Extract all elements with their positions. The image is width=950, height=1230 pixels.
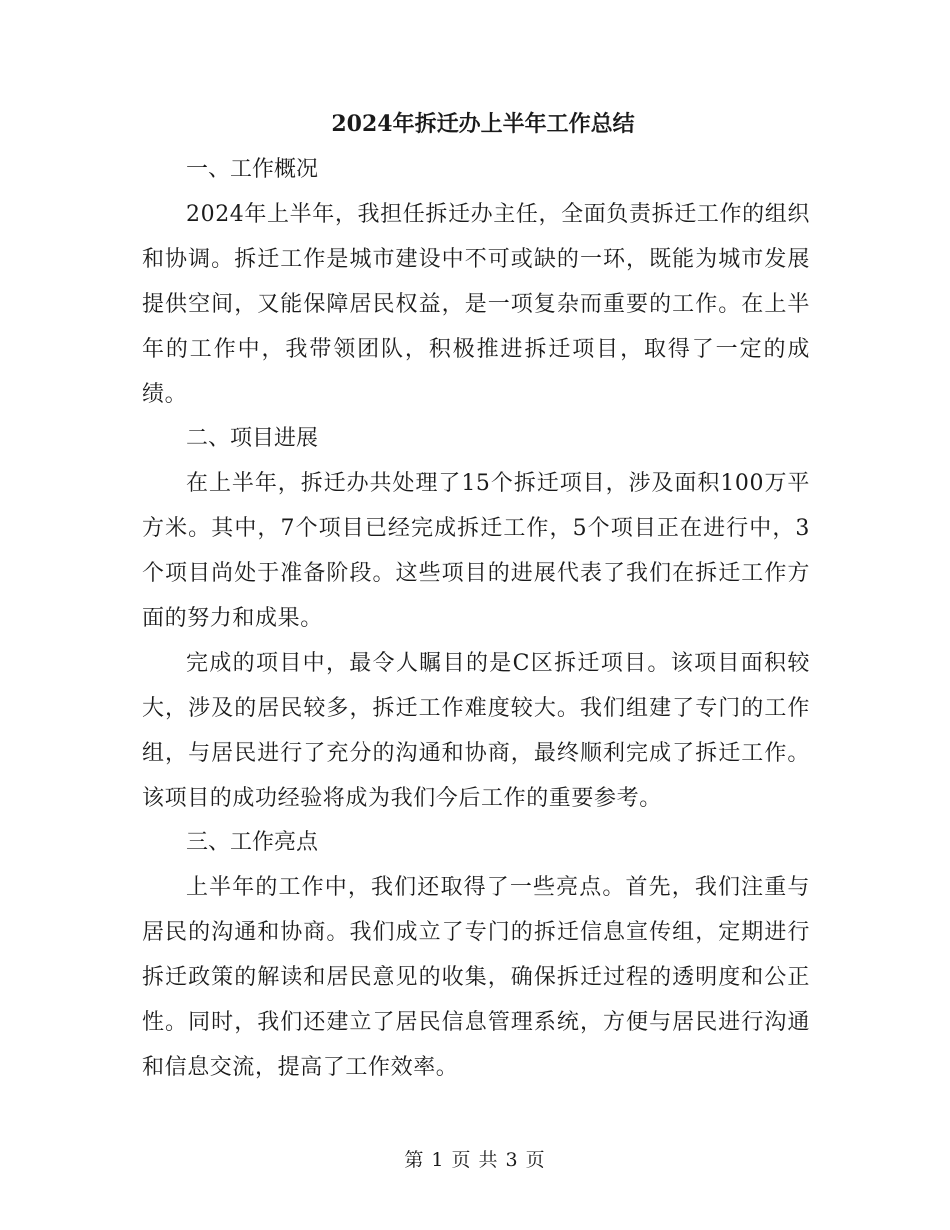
section-heading: 三、工作亮点 [186, 830, 319, 855]
paragraph: 上半年的工作中，我们还取得了一些亮点。首先，我们注重与居民的沟通和协商。我们成立了专门的拆迁信息宣传组，定期进行拆迁政策的解读和居民意见的收集，确保拆迁过程的透明度和公正性。同时，我们还建立了居民信息管理系统，方便与居民进行沟通和信息交流，提高了工作效率。 [142, 875, 810, 1080]
section-heading: 二、项目进展 [186, 426, 319, 451]
paragraph: 在上半年，拆迁办共处理了15个拆迁项目，涉及面积100万平方米。其中，7个项目已经完成拆迁工作，5个项目正在进行中，3个项目尚处于准备阶段。这些项目的进展代表了我们在拆迁工作方面的努力和成果。 [142, 471, 810, 631]
document-title: 2024年拆迁办上半年工作总结 [331, 111, 635, 137]
paragraph: 2024年上半年，我担任拆迁办主任，全面负责拆迁工作的组织和协调。拆迁工作是城市建设中不可或缺的一环，既能为城市发展提供空间，又能保障居民权益，是一项复杂而重要的工作。在上半年的工作中，我带领团队，积极推进拆迁项目，取得了一定的成绩。 [142, 202, 810, 407]
page-number-footer: 第 1 页 共 3 页 [404, 1149, 546, 1171]
paragraph: 完成的项目中，最令人瞩目的是C区拆迁项目。该项目面积较大，涉及的居民较多，拆迁工作难度较大。我们组建了专门的工作组，与居民进行了充分的沟通和协商，最终顺利完成了拆迁工作。该项目的成功经验将成为我们今后工作的重要参考。 [142, 651, 810, 811]
section-overview [142, 148, 810, 417]
document-body [142, 102, 810, 1090]
section-heading: 一、工作概况 [186, 157, 319, 182]
section-highlights [142, 821, 810, 1090]
section-project-progress [142, 417, 810, 821]
